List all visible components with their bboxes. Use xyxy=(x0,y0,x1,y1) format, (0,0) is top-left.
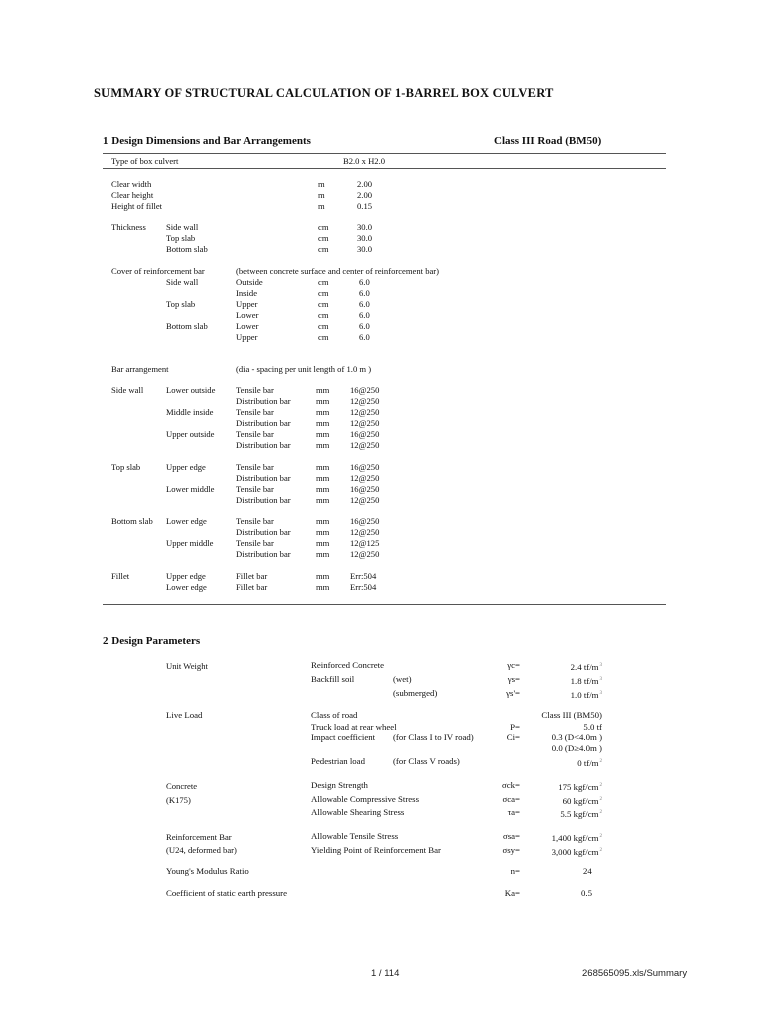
section1-top-rule xyxy=(103,153,666,154)
bar-unit: mm xyxy=(316,396,330,406)
parameter-value-text: 5.5 kgf/cm xyxy=(560,809,599,819)
parameter-symbol: γc= xyxy=(507,660,520,670)
bar-value: 12@250 xyxy=(350,549,380,559)
road-class-value: Class III (BM50) xyxy=(541,710,602,720)
page-number: 1 / 114 xyxy=(371,968,400,979)
bar-arrangement-label: Bar arrangement xyxy=(111,364,169,374)
parameter-value-text: 1.8 tf/m xyxy=(570,676,599,686)
bar-row xyxy=(0,440,768,451)
bar-row xyxy=(0,473,768,484)
modulus-label: Young's Modulus Ratio xyxy=(166,866,249,876)
bar-unit: mm xyxy=(316,549,330,559)
type-value: B2.0 x H2.0 xyxy=(343,156,386,166)
parameter-value xyxy=(0,659,602,674)
parameter-value-text: 2.4 tf/m xyxy=(570,662,599,672)
bar-arrangement-note: (dia - spacing per unit length of 1.0 m ) xyxy=(236,364,372,374)
bar-position: Middle inside xyxy=(166,407,214,417)
bar-value: 16@250 xyxy=(350,483,380,494)
cover-value: 6.0 xyxy=(359,310,370,320)
cover-header-row xyxy=(0,266,768,277)
parameter-unit-exponent: 2 xyxy=(599,783,602,788)
bar-value: 12@250 xyxy=(350,418,380,428)
parameter-unit-exponent: 3 xyxy=(599,663,602,668)
cover-face: Lower xyxy=(236,310,259,320)
bar-type: Distribution bar xyxy=(236,396,291,406)
parameter-symbol: σca= xyxy=(502,793,520,804)
cover-row xyxy=(0,332,768,343)
bar-value: Err:504 xyxy=(350,570,377,581)
parameter-value-text: 175 kgf/cm xyxy=(558,782,599,792)
bar-value: Err:504 xyxy=(350,581,377,592)
bar-row xyxy=(0,462,768,473)
bar-unit: mm xyxy=(316,418,330,428)
impact-value-2: 0.0 (D≥4.0m ) xyxy=(551,743,602,753)
bar-value: 12@250 xyxy=(350,396,380,406)
modulus-value: 24 xyxy=(583,866,592,876)
dimension-row xyxy=(0,201,768,212)
parameter-row xyxy=(0,687,768,700)
type-rule xyxy=(103,168,666,169)
bar-position: Lower edge xyxy=(166,581,207,592)
bar-value: 12@250 xyxy=(350,440,380,450)
dimension-unit: m xyxy=(318,201,325,211)
bar-value: 12@250 xyxy=(350,527,380,537)
parameter-value-text: 60 kgf/cm xyxy=(562,795,599,806)
cover-face: Inside xyxy=(236,288,258,298)
parameter-row xyxy=(0,779,768,792)
parameter-symbol: γs'= xyxy=(506,688,520,698)
parameter-item: Design Strength xyxy=(311,780,368,790)
earth-pressure-symbol: Ka= xyxy=(504,888,520,898)
impact-row-2 xyxy=(0,742,768,755)
thickness-member: Side wall xyxy=(166,222,199,232)
bar-type: Distribution bar xyxy=(236,472,291,483)
cover-row xyxy=(0,299,768,310)
pedestrian-value: 0 $tf/m^2$ xyxy=(577,758,602,768)
bar-type: Distribution bar xyxy=(236,418,291,428)
thickness-value: 30.0 xyxy=(357,233,373,243)
parameter-item: Reinforced Concrete xyxy=(311,660,385,670)
section1-bottom-rule xyxy=(103,604,666,605)
bar-type: Tensile bar xyxy=(236,385,274,395)
bar-position: Lower outside xyxy=(166,385,216,395)
modulus-row xyxy=(0,865,768,878)
earth-pressure-label: Coefficient of static earth pressure xyxy=(166,888,287,898)
dimension-value: 2.00 xyxy=(357,190,373,200)
parameter-symbol: σck= xyxy=(501,780,520,790)
parameter-item: Backfill soil xyxy=(311,674,355,684)
bar-unit: mm xyxy=(316,385,330,395)
concrete-label: Concrete xyxy=(166,781,198,791)
section1-heading: 1 Design Dimensions and Bar Arrangements xyxy=(103,135,311,147)
cover-face: Lower xyxy=(236,321,259,331)
bar-value: 16@250 xyxy=(350,385,380,395)
bar-value: 16@250 xyxy=(350,516,380,526)
file-reference: 268565095.xls/Summary xyxy=(582,968,688,979)
bar-position: Lower middle xyxy=(166,483,215,494)
cover-row xyxy=(0,310,768,321)
parameter-condition: (submerged) xyxy=(393,688,438,698)
parameter-unit-exponent: 3 xyxy=(599,677,602,682)
bar-unit: mm xyxy=(316,461,330,472)
bar-row xyxy=(0,484,768,495)
bar-type: Tensile bar xyxy=(236,407,274,417)
dimension-label: Height of fillet xyxy=(111,201,163,211)
parameter-item: Allowable Shearing Stress xyxy=(311,807,405,817)
bar-row xyxy=(0,516,768,527)
parameter-unit-exponent: 2 xyxy=(599,810,602,815)
bar-header-row xyxy=(0,364,768,375)
bar-type: Tensile bar xyxy=(236,429,274,439)
truck-load-symbol: P= xyxy=(510,722,520,732)
cover-face: Upper xyxy=(236,299,258,309)
bar-type: Fillet bar xyxy=(236,581,268,592)
parameter-row xyxy=(0,673,768,686)
parameter-unit-exponent: 3 xyxy=(599,691,602,696)
dimension-value: 0.15 xyxy=(357,201,373,211)
bar-unit: mm xyxy=(316,472,330,483)
bar-position: Upper outside xyxy=(166,429,215,439)
cover-member: Top slab xyxy=(166,299,196,309)
thickness-row xyxy=(0,244,768,255)
parameter-value xyxy=(0,687,602,702)
cover-value: 6.0 xyxy=(359,321,370,331)
impact-symbol: Ci= xyxy=(506,732,520,742)
bar-type: Tensile bar xyxy=(236,516,274,526)
bar-member: Fillet xyxy=(111,570,130,581)
bar-unit: mm xyxy=(316,429,330,439)
cover-unit: cm xyxy=(318,310,329,320)
bar-row xyxy=(0,549,768,560)
cover-unit: cm xyxy=(318,332,329,342)
parameter-row xyxy=(0,844,768,857)
bar-member: Top slab xyxy=(111,461,141,472)
road-class-label: Class of road xyxy=(311,710,358,720)
bar-unit: mm xyxy=(316,407,330,417)
parameter-unit-exponent: 2 xyxy=(599,796,602,802)
bar-unit: mm xyxy=(316,538,330,548)
pedestrian-row xyxy=(0,755,768,768)
cover-unit: cm xyxy=(318,321,329,331)
earth-pressure-value: 0.5 xyxy=(581,888,592,898)
section2-heading: 2 Design Parameters xyxy=(103,635,201,647)
parameter-row xyxy=(0,830,768,843)
bar-type: Tensile bar xyxy=(236,483,274,494)
bar-row xyxy=(0,538,768,549)
parameter-value-text: 1,400 kgf/cm xyxy=(551,833,599,843)
parameter-item: Allowable Tensile Stress xyxy=(311,831,399,841)
thickness-unit: cm xyxy=(318,244,329,254)
thickness-member: Bottom slab xyxy=(166,244,208,254)
parameter-item: Allowable Compressive Stress xyxy=(311,793,419,804)
parameter-unit-exponent: 2 xyxy=(599,834,602,839)
bar-type: Tensile bar xyxy=(236,461,274,472)
bar-row xyxy=(0,407,768,418)
cover-member: Side wall xyxy=(166,277,199,287)
bar-value: 16@250 xyxy=(350,429,380,439)
bar-unit: mm xyxy=(316,483,330,494)
cover-face: Outside xyxy=(236,277,263,287)
parameter-item: Yielding Point of Reinforcement Bar xyxy=(311,844,441,855)
bar-row xyxy=(0,495,768,506)
cover-unit: cm xyxy=(318,299,329,309)
thickness-member: Top slab xyxy=(166,233,196,243)
bar-value: 12@250 xyxy=(350,407,380,417)
rebar-grade: (U24, deformed bar) xyxy=(166,845,237,855)
concrete-grade: (K175) xyxy=(166,795,191,805)
unit-weight-label: Unit Weight xyxy=(166,661,208,671)
parameter-symbol: γs= xyxy=(507,674,520,684)
cover-label: Cover of reinforcement bar xyxy=(111,266,205,276)
earth-pressure-row xyxy=(0,887,768,900)
live-load-label: Live Load xyxy=(166,710,203,720)
dimension-row xyxy=(0,179,768,190)
parameter-value xyxy=(0,806,602,821)
dimension-label: Clear width xyxy=(111,179,152,189)
cover-value: 6.0 xyxy=(359,288,370,298)
cover-value: 6.0 xyxy=(359,277,370,287)
bar-type: Tensile bar xyxy=(236,538,274,548)
parameter-value-text: 3,000 kgf/cm xyxy=(551,846,599,857)
dimension-unit: m xyxy=(318,179,325,189)
parameter-value-text: 1.0 tf/m xyxy=(570,690,599,700)
bar-unit: mm xyxy=(316,440,330,450)
cover-face: Upper xyxy=(236,332,258,342)
bar-position: Upper edge xyxy=(166,570,206,581)
bar-unit: mm xyxy=(316,494,330,505)
rebar-label: Reinforcement Bar xyxy=(166,832,232,842)
dimension-label: Clear height xyxy=(111,190,154,200)
bar-type: Distribution bar xyxy=(236,494,291,505)
cover-value: 6.0 xyxy=(359,332,370,342)
parameter-unit-exponent: 2 xyxy=(599,847,602,853)
dimension-unit: m xyxy=(318,190,325,200)
bar-position: Upper middle xyxy=(166,538,214,548)
thickness-value: 30.0 xyxy=(357,244,373,254)
pedestrian-label: Pedestrian load xyxy=(311,756,365,766)
bar-value: 16@250 xyxy=(350,461,380,472)
modulus-symbol: n= xyxy=(510,866,520,876)
parameter-condition: (wet) xyxy=(393,674,412,684)
impact-value-1: 0.3 (D<4.0m ) xyxy=(551,732,602,742)
truck-load-value: 5.0 tf xyxy=(583,722,602,732)
bar-position: Upper edge xyxy=(166,461,206,472)
cover-member: Bottom slab xyxy=(166,321,208,331)
dimension-row xyxy=(0,190,768,201)
impact-condition: (for Class I to IV road) xyxy=(393,732,474,742)
bar-type: Fillet bar xyxy=(236,570,268,581)
road-class: Class III Road (BM50) xyxy=(494,135,602,147)
type-row xyxy=(0,156,768,167)
thickness-unit: cm xyxy=(318,233,329,243)
parameter-row xyxy=(0,659,768,672)
bar-row xyxy=(0,418,768,429)
cover-row xyxy=(0,288,768,299)
parameter-symbol: σsy= xyxy=(502,844,520,855)
bar-member: Bottom slab xyxy=(111,516,153,526)
bar-row xyxy=(0,385,768,396)
bar-row xyxy=(0,527,768,538)
parameter-symbol: τa= xyxy=(507,807,520,817)
cover-row xyxy=(0,277,768,288)
parameter-value xyxy=(0,673,602,688)
parameter-row xyxy=(0,793,768,806)
bar-member: Side wall xyxy=(111,385,144,395)
dimension-value: 2.00 xyxy=(357,179,373,189)
bar-value: 12@250 xyxy=(350,472,380,483)
bar-row xyxy=(0,429,768,440)
thickness-row xyxy=(0,222,768,233)
thickness-value: 30.0 xyxy=(357,222,373,232)
bar-type: Distribution bar xyxy=(236,549,291,559)
thickness-row xyxy=(0,233,768,244)
thickness-label: Thickness xyxy=(111,222,146,232)
cover-unit: cm xyxy=(318,288,329,298)
truck-load-label: Truck load at rear wheel xyxy=(311,722,397,732)
parameter-value xyxy=(0,844,602,859)
bar-row xyxy=(0,582,768,593)
thickness-unit: cm xyxy=(318,222,329,232)
parameter-row xyxy=(0,806,768,819)
parameter-symbol: σsa= xyxy=(502,831,520,841)
pedestrian-condition: (for Class V roads) xyxy=(393,756,460,766)
type-label: Type of box culvert xyxy=(111,156,179,166)
document-title: SUMMARY OF STRUCTURAL CALCULATION OF 1-BARREL BOX CULVERT xyxy=(94,86,554,100)
bar-unit: mm xyxy=(316,570,330,581)
bar-unit: mm xyxy=(316,527,330,537)
impact-label: Impact coefficient xyxy=(311,732,376,742)
bar-position: Lower edge xyxy=(166,516,207,526)
bar-type: Distribution bar xyxy=(236,440,291,450)
bar-row xyxy=(0,571,768,582)
bar-row xyxy=(0,396,768,407)
bar-value: 12@125 xyxy=(350,538,380,548)
bar-unit: mm xyxy=(316,516,330,526)
bar-type: Distribution bar xyxy=(236,527,291,537)
cover-note: (between concrete surface and center of reinforcement bar) xyxy=(236,266,440,276)
cover-unit: cm xyxy=(318,277,329,287)
cover-value: 6.0 xyxy=(359,299,370,309)
cover-row xyxy=(0,321,768,332)
bar-unit: mm xyxy=(316,581,330,592)
bar-value: 12@250 xyxy=(350,494,380,505)
